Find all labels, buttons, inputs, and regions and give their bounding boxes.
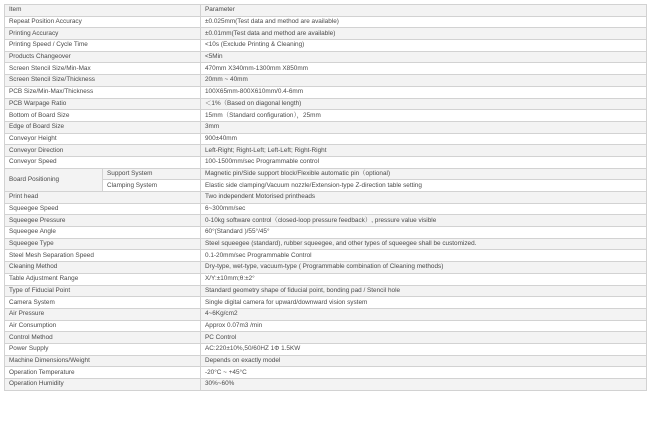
row-parameter-value: Steel squeegee (standard), rubber squeegee, and other types of squeegee shall be customized. <box>201 238 647 250</box>
row-parameter-value: 4~6Kg/cm2 <box>201 308 647 320</box>
row-item-label: Control Method <box>5 332 201 344</box>
row-item-label: Screen Stencil Size/Min-Max <box>5 63 201 75</box>
row-parameter-value: Standard geometry shape of fiducial point, bonding pad / Stencil hole <box>201 285 647 297</box>
row-item-label: Printing Accuracy <box>5 28 201 40</box>
row-parameter-value: Single digital camera for upward/downward vision system <box>201 297 647 309</box>
row-item-label: Squeegee Speed <box>5 203 201 215</box>
table-row <box>5 343 647 355</box>
row-item-label: Operation Temperature <box>5 367 201 379</box>
row-parameter-value: Two independent Motorised printheads <box>201 192 647 204</box>
row-parameter-value: 6~300mm/sec <box>201 203 647 215</box>
row-parameter-value: X/Y:±10mm;θ:±2° <box>201 273 647 285</box>
table-row <box>5 192 647 204</box>
row-item-label: Operation Humidity <box>5 379 201 391</box>
row-item-label: Steel Mesh Separation Speed <box>5 250 201 262</box>
row-parameter-value: 0-10kg software control（closed-loop pressure feedback）, pressure value visible <box>201 215 647 227</box>
table-row <box>5 168 647 180</box>
row-parameter-value: <10s (Exclude Printing & Cleaning) <box>201 40 647 52</box>
row-parameter-value: Dry-type, wet-type, vacuum-type ( Programmable combination of Cleaning methods) <box>201 262 647 274</box>
table-row <box>5 75 647 87</box>
row-item-label: Conveyor Direction <box>5 145 201 157</box>
row-parameter-value: Elastic side clamping/Vacuum nozzle/Extension-type Z-direction table setting <box>201 180 647 192</box>
row-group-label: Board Positioning <box>5 168 103 191</box>
table-row <box>5 367 647 379</box>
row-item-label: Table Adjustment Range <box>5 273 201 285</box>
row-item-label: Screen Stencil Size/Thickness <box>5 75 201 87</box>
table-row <box>5 215 647 227</box>
row-parameter-value: 470mm X340mm-1300mm X850mm <box>201 63 647 75</box>
row-parameter-value: -20°C ~ +45°C <box>201 367 647 379</box>
row-item-label: Products Changeover <box>5 51 201 63</box>
table-header-row <box>5 5 647 17</box>
table-row <box>5 16 647 28</box>
row-parameter-value: 3mm <box>201 121 647 133</box>
table-row <box>5 121 647 133</box>
row-item-label: PCB Warpage Ratio <box>5 98 201 110</box>
table-row <box>5 332 647 344</box>
row-item-label: Print head <box>5 192 201 204</box>
row-parameter-value: Left-Right; Right-Left; Left-Left; Right-Right <box>201 145 647 157</box>
row-parameter-value: Approx 0.07m3 /min <box>201 320 647 332</box>
row-parameter-value: PC Control <box>201 332 647 344</box>
row-item-label: Squeegee Type <box>5 238 201 250</box>
row-item-label: Cleaning Method <box>5 262 201 274</box>
row-item-label: Power Supply <box>5 343 201 355</box>
table-row <box>5 355 647 367</box>
table-row <box>5 156 647 168</box>
row-item-label: Machine Dimensions/Weight <box>5 355 201 367</box>
row-item-label: Squeegee Pressure <box>5 215 201 227</box>
table-row <box>5 238 647 250</box>
table-row <box>5 40 647 52</box>
row-item-label: Camera System <box>5 297 201 309</box>
table-row <box>5 133 647 145</box>
table-row <box>5 273 647 285</box>
row-parameter-value: 30%~60% <box>201 379 647 391</box>
table-row <box>5 203 647 215</box>
table-row <box>5 51 647 63</box>
row-item-label: PCB Size/Min-Max/Thickness <box>5 86 201 98</box>
table-row <box>5 308 647 320</box>
row-item-label: Repeat Position Accuracy <box>5 16 201 28</box>
spec-table-body <box>5 5 647 391</box>
row-item-label: Printing Speed / Cycle Time <box>5 40 201 52</box>
row-item-label: Conveyor Height <box>5 133 201 145</box>
table-row <box>5 227 647 239</box>
table-row <box>5 28 647 40</box>
row-item-label: Air Consumption <box>5 320 201 332</box>
row-parameter-value: AC:220±10%,50/60HZ 1Φ 1.5KW <box>201 343 647 355</box>
row-parameter-value: Magnetic pin/Side support block/Flexible automatic pin（optional) <box>201 168 647 180</box>
table-row <box>5 285 647 297</box>
header-item: Item <box>5 5 201 17</box>
table-row <box>5 262 647 274</box>
row-sub-item-label: Support System <box>103 168 201 180</box>
table-row <box>5 110 647 122</box>
row-parameter-value: 100-1500mm/sec Programmable control <box>201 156 647 168</box>
table-row <box>5 379 647 391</box>
table-row <box>5 145 647 157</box>
header-parameter: Parameter <box>201 5 647 17</box>
table-row <box>5 98 647 110</box>
row-parameter-value: 60°(Standard )/55°/45° <box>201 227 647 239</box>
row-item-label: Squeegee Angle <box>5 227 201 239</box>
row-sub-item-label: Clamping System <box>103 180 201 192</box>
table-row <box>5 86 647 98</box>
row-item-label: Conveyor Speed <box>5 156 201 168</box>
row-item-label: Air Pressure <box>5 308 201 320</box>
spec-table <box>4 4 647 391</box>
table-row <box>5 297 647 309</box>
row-parameter-value: 0.1-20mm/sec Programmable Control <box>201 250 647 262</box>
row-parameter-value: Depends on exactly model <box>201 355 647 367</box>
row-item-label: Edge of Board Size <box>5 121 201 133</box>
table-row <box>5 320 647 332</box>
row-parameter-value: ±0.025mm(Test data and method are available) <box>201 16 647 28</box>
row-parameter-value: <5Min <box>201 51 647 63</box>
table-row <box>5 250 647 262</box>
table-row <box>5 63 647 75</box>
row-item-label: Type of Fiducial Point <box>5 285 201 297</box>
row-parameter-value: ±0.01mm(Test data and method are available) <box>201 28 647 40</box>
row-parameter-value: 900±40mm <box>201 133 647 145</box>
row-parameter-value: 100X65mm-800X610mm/0.4-6mm <box>201 86 647 98</box>
row-parameter-value: 20mm ~ 40mm <box>201 75 647 87</box>
row-parameter-value: ＜1%（Based on diagonal length) <box>201 98 647 110</box>
row-parameter-value: 15mm（Standard configuration），25mm <box>201 110 647 122</box>
row-item-label: Bottom of Board Size <box>5 110 201 122</box>
